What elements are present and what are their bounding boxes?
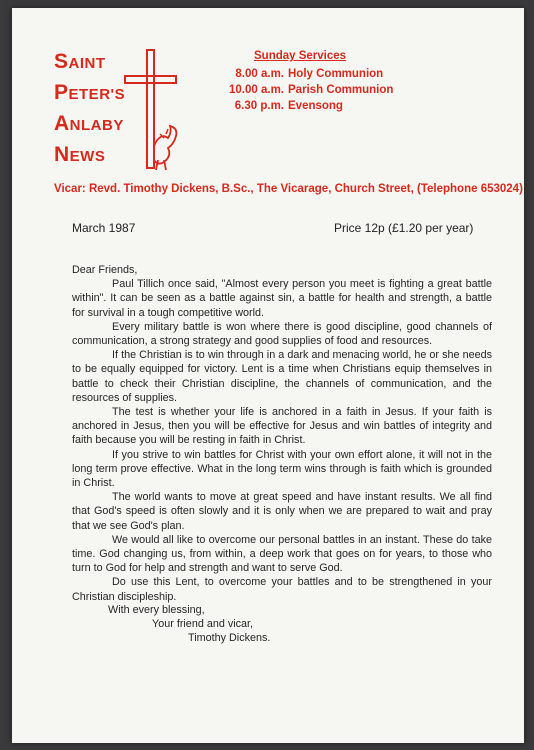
issue-price: Price 12p (£1.20 per year) (334, 221, 474, 235)
letter-paragraph: Do use this Lent, to overcome your battles and to be strengthened in your Christian discipleship. (72, 576, 492, 603)
letter-signoff: Your friend and vicar, (152, 618, 254, 630)
letter-paragraph: We would all like to overcome our personal battles in an instant. These do take time. God changing us, from within, a deep work that goes on for years, to those who turn to God for help and strength and want to serve God. (72, 533, 492, 575)
vicar-details: Vicar: Revd. Timothy Dickens, B.Sc., The Vicarage, Church Street, (Telephone 653024) (54, 183, 523, 195)
service-row: 8.00 a.m. Holy Communion (235, 68, 384, 80)
letter-paragraph: The test is whether your life is anchored in a faith in Jesus. If your faith is anchored in Jesus, then you will be effective for Jesus and win battles of integrity and faith because you will be resting in faith in Christ. (72, 406, 492, 447)
letter-signature: Timothy Dickens. (188, 632, 271, 644)
letter-body (72, 263, 492, 604)
service-row: 10.00 a.m. Parish Communion (229, 84, 394, 96)
services-heading: Sunday Services (254, 50, 347, 62)
sunday-services (226, 48, 393, 114)
cross-with-rooster-icon (120, 48, 180, 178)
service-row: 6.30 p.m. Evensong (234, 100, 343, 112)
letter-paragraph: The world wants to move at great speed and have instant results. We all find that God's speed is often slowly and it is only when we are prepared to wait and pray that we see God's plan. (72, 491, 492, 532)
newsletter-page (12, 8, 524, 743)
masthead-saint: SAINT (54, 50, 106, 73)
masthead-news: NEWS (54, 143, 106, 166)
letter-greeting: Dear Friends, (72, 264, 138, 276)
letter-closing: With every blessing, (108, 604, 205, 616)
letter-paragraph: If the Christian is to win through in a dark and menacing world, he or she needs to be equally equipped for victory. Lent is a time when Christians equip themselves in battle to check their Christian discipline, the channels of communication, and the resources of supplies. (72, 349, 492, 404)
masthead-anlaby: ANLABY (54, 112, 124, 135)
letter-paragraph: Every military battle is won where there is good discipline, good channels of communication, a strong strategy and good supplies of food and resources. (72, 320, 492, 348)
issue-date: March 1987 (72, 221, 136, 235)
masthead-peters: PETER'S (54, 81, 126, 104)
letter-paragraph: If you strive to win battles for Christ with your own effort alone, it will not in the long term prove effective. What in the long term wins through is faith which is grounded in Christ. (72, 448, 492, 490)
letter-paragraph: Paul Tillich once said, "Almost every person you meet is fighting a great battle within". It can be seen as a battle against sin, a battle for health and strength, a battle for survival in a tough competitive world. (72, 278, 492, 319)
